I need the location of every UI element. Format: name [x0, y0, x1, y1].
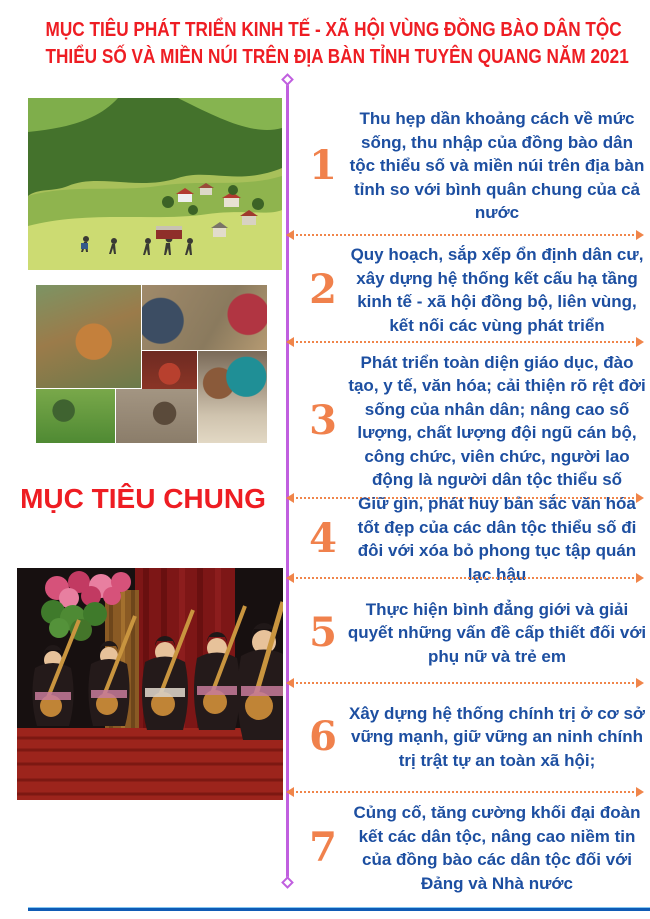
performance-illustration	[17, 568, 283, 800]
collage-gathering-photo	[142, 351, 197, 389]
timeline-line	[286, 84, 289, 878]
divider-arrow-5	[289, 682, 641, 684]
divider-arrow-1	[289, 234, 641, 236]
goal-item-3	[300, 350, 648, 492]
tinh-lute-performance-photo	[17, 568, 283, 800]
goal-2-number: 2	[309, 266, 337, 313]
divider-arrow-4	[289, 577, 641, 579]
collage-cattle-photo	[36, 285, 141, 388]
goal-item-2	[300, 244, 648, 336]
divider-arrow-2	[289, 341, 641, 343]
page-title	[0, 17, 650, 71]
section-heading: MỤC TIÊU CHUNG	[20, 483, 266, 514]
bottom-border	[28, 907, 650, 911]
goal-7-text: Củng cố, tăng cường khối đại đoàn kết các dân tộc, nâng cao niềm tin của đồng bào các dân tộc đối với Đảng và Nhà nước	[353, 803, 641, 893]
goal-2-text: Quy hoạch, sắp xếp ổn định dân cư, xây dựng hệ thống kết cấu hạ tầng kinh tế - xã hội đồng bộ, liên vùng, kết nối các vùng phát triển	[350, 245, 644, 335]
goal-4-text: Giữ gìn, phát huy bản sắc văn hóa tốt đẹp của các dân tộc thiểu số đi đôi với xóa bỏ phong tục tập quán lạc hậu	[357, 494, 637, 584]
page-title-line1: MỤC TIÊU PHÁT TRIỂN KINH TẾ - XÃ HỘI VÙNG ĐỒNG BÀO DÂN TỘC	[45, 19, 622, 41]
goal-6-text: Xây dựng hệ thống chính trị ở cơ sở vững mạnh, giữ vững an ninh chính trị trật tự an toàn xã hội;	[348, 703, 646, 770]
collage-tea-field-photo	[36, 389, 115, 443]
page-title-line2: THIỂU SỐ VÀ MIỀN NÚI TRÊN ĐỊA BÀN TỈNH TUYÊN QUANG NĂM 2021	[45, 46, 629, 68]
community-collage-photo	[36, 285, 267, 443]
goal-7-number: 7	[309, 824, 337, 871]
goal-item-7	[300, 805, 648, 891]
goal-5-text: Thực hiện bình đẳng giới và giải quyết những vấn đề cấp thiết đối với phụ nữ và trẻ em	[347, 599, 647, 666]
mountain-village-illustration	[28, 98, 282, 270]
goal-6-number: 6	[309, 713, 337, 760]
goal-item-5	[300, 593, 648, 673]
divider-arrow-6	[289, 791, 641, 793]
collage-study-photo	[198, 351, 267, 443]
mountain-village-photo	[28, 98, 282, 270]
goal-item-6	[300, 698, 648, 776]
goal-1-number: 1	[309, 142, 337, 189]
goal-5-number: 5	[309, 609, 337, 656]
goal-4-number: 4	[309, 515, 337, 562]
collage-meeting-photo	[142, 285, 267, 350]
collage-weaving-photo	[116, 389, 197, 443]
goal-1-text: Thu hẹp dần khoảng cách về mức sống, thu nhập của đồng bào dân tộc thiểu số và miền núi trên địa bàn tỉnh so với bình quân chung của cả nước	[349, 109, 645, 223]
goal-item-4	[300, 494, 648, 584]
goal-item-1	[300, 104, 648, 228]
goal-3-text: Phát triển toàn diện giáo dục, đào tạo, y tế, văn hóa; cải thiện rõ rệt đời sống của nhân dân; nâng cao số lượng, chất lượng đội ngũ cán bộ, công chức, viên chức, người lao động là người dân tộc thiểu số	[348, 352, 646, 489]
goal-3-number: 3	[309, 397, 337, 444]
